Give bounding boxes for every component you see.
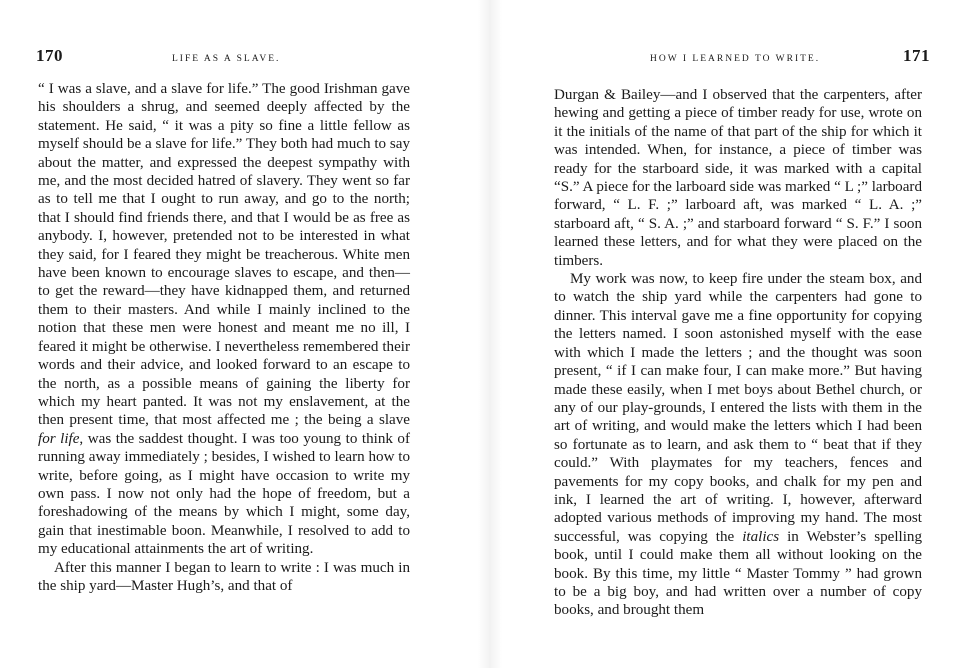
text-run: in Webster’s spelling book, until I could make them all without looking on the book. By this time, my little “ Master Tommy ” had grown to be a big boy, and had written over a number of copy books, and brought them — [554, 528, 922, 619]
right-page — [490, 0, 980, 668]
right-page-text — [554, 86, 922, 620]
left-running-head: LIFE AS A SLAVE. — [172, 54, 281, 64]
right-page-number: 171 — [903, 46, 930, 65]
right-paragraph-2 — [554, 270, 922, 620]
text-run: , was the saddest thought. I was too young to think of running away immediately ; besides, I wished to learn how to write, before going, as I might have occasion to write my own pass. I now not only had the hope of freedom, but a foreshadowing of the means by which I might, some day, gain that inestimable boon. Meanwhile, I resolved to add to my educational attainments the art of writing. — [38, 430, 411, 558]
right-paragraph-1 — [554, 86, 922, 270]
text-run: After this manner I began to learn to write : I was much in the ship yard—Master Hugh’s, and that of — [38, 559, 410, 594]
right-running-head: HOW I LEARNED TO WRITE. — [650, 54, 821, 64]
text-run: My work was now, to keep fire under the steam box, and to watch the ship yard while the carpenters had gone to dinner. This interval gave me a fine opportunity for copying the letters named. I soon astonished myself with the ease with which I made the letters ; and the thought was soon present, “ if I can make four, I can make more.” But having made these easily, when I met boys about Bethel church, or any of our play-grounds, I entered the lists with them in the art of writing, and would make the letters which I had been so fortunate as to learn, and ask them to “ beat that if they could.” With playmates for my teachers, fences and pavements for my copy books, and chalk for my pen and ink, I learned the art of writing. I, however, afterward adopted various methods of improving my hand. The most successful, was copying the — [554, 271, 922, 545]
left-paragraph-2 — [38, 559, 410, 596]
text-run: “ I was a slave, and a slave for life.” The good Irishman gave his shoulders a shrug, and seemed deeply affected by the statement. He said, “ it was a pity so fine a little fellow as myself should be a slave for life.” They both had much to say about the matter, and expressed the deepest sympathy with me, and the most decided hatred of slavery. They went so far as to tell me that I ought to run away, and go to the north; that I should find friends there, and that I would be as free as anybody. I, however, pretended not to be interested in what they said, for I feared they might be treacherous. White men have been known to encourage slaves to escape, and then—to get the reward—they have kidnapped them, and returned them to their masters. And while I mainly inclined to the notion that these men were honest and meant me no ill, I feared it might be otherwise. I nevertheless remembered their words and their advice, and looked forward to an escape to the north, as a possible means of gaining the liberty for which my heart panted. It was not my enslavement, at the then present time, that most affected me ; the being a slave — [38, 81, 410, 429]
left-page-text — [38, 80, 410, 595]
right-page-header — [558, 46, 930, 70]
italic-text: italics — [742, 528, 780, 545]
italic-text: for life — [38, 430, 80, 447]
left-page-number: 170 — [36, 46, 63, 65]
left-paragraph-1 — [38, 80, 410, 559]
text-run: Durgan & Bailey—and I observed that the carpenters, after hewing and getting a piece of timber ready for use, wrote on it the initials of the name of that part of the ship for which it was intended. When, for instance, a piece of timber was ready for the starboard side, it was marked with a capital “S.” A piece for the larboard side was marked “ L ;” larboard forward, “ L. F. ;” larboard aft, was marked “ L. A. ;” starboard aft, “ S. A. ;” and starboard forward “ S. F.” I soon learned these letters, and for what they were placed on the timbers. — [554, 87, 922, 269]
left-page-header — [36, 46, 412, 70]
